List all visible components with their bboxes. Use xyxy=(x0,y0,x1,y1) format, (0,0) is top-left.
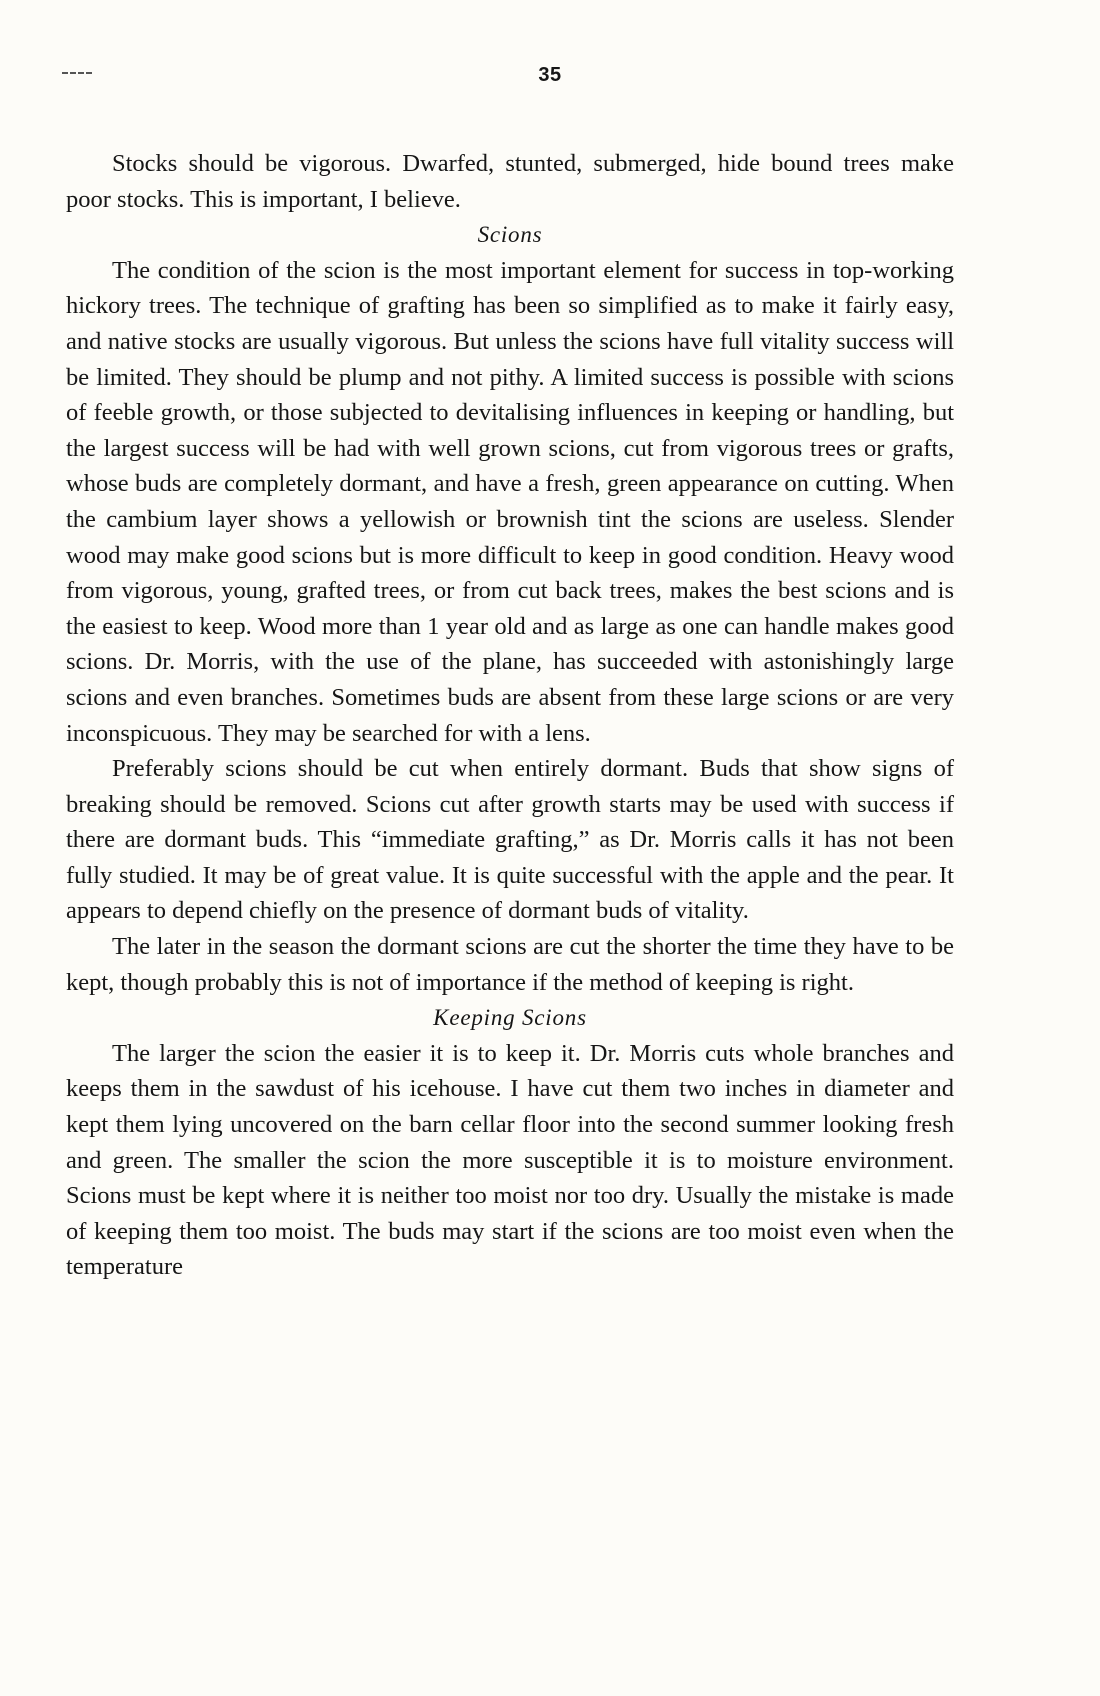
intro-paragraph: Stocks should be vigorous. Dwarfed, stunted, submerged, hide bound trees make poor stocks. This is important, I believe. xyxy=(66,150,954,213)
page-number: 35 xyxy=(538,64,562,86)
scions-paragraph-dormant: Preferably scions should be cut when entirely dormant. Buds that show signs of breaking should be removed. Scions cut after growth starts may be used with success if there are dormant buds. This “immediate grafting,” as Dr. Morris calls it has not been fully studied. It may be of great value. It is quite successful with the apple and the pear. It appears to depend chiefly on the presence of dormant buds of vitality. xyxy=(66,755,954,925)
scions-heading: Scions xyxy=(477,222,543,248)
scions-paragraph-condition: The condition of the scion is the most important element for success in top-working hickory trees. The technique of grafting has been so simplified as to make it fairly easy, and native stocks are usually vigorous. But unless the scions have full vitality success will be limited. They should be plump and not pithy. A limited success is possible with scions of feeble growth, or those subjected to devitalising influences in keeping or handling, but the largest success will be had with well grown scions, cut from vigorous trees or grafts, whose buds are completely dormant, and have a fresh, green appearance on cutting. When the cambium layer shows a yellowish or brownish tint the scions are useless. Slender wood may make good scions but is more difficult to keep in good condition. Heavy wood from vigorous, young, grafted trees, or from cut back trees, makes the best scions and is the easiest to keep. Wood more than 1 year old and as large as one can handle makes good scions. Dr. Morris, with the use of the plane, has succeeded with astonishingly large scions and even branches. Sometimes buds are absent from these large scions or are very inconspicuous. They may be searched for with a lens. xyxy=(66,256,954,747)
text-column xyxy=(66,146,954,1285)
scions-paragraph-season: The later in the season the dormant scions are cut the shorter the time they have to be kept, though probably this is not of importance if the method of keeping is right. xyxy=(66,933,954,996)
keeping-scions-paragraph: The larger the scion the easier it is to keep it. Dr. Morris cuts whole branches and keeps them in the sawdust of his icehouse. I have cut them two inches in diameter and kept them lying uncovered on the barn cellar floor into the second summer looking fresh and green. The smaller the scion the more susceptible it is to moisture environment. Scions must be kept where it is neither too moist nor too dry. Usually the mistake is made of keeping them too moist. The buds may start if the scions are too moist even when the temperature xyxy=(66,1039,954,1281)
keeping-scions-heading: Keeping Scions xyxy=(433,1005,587,1031)
